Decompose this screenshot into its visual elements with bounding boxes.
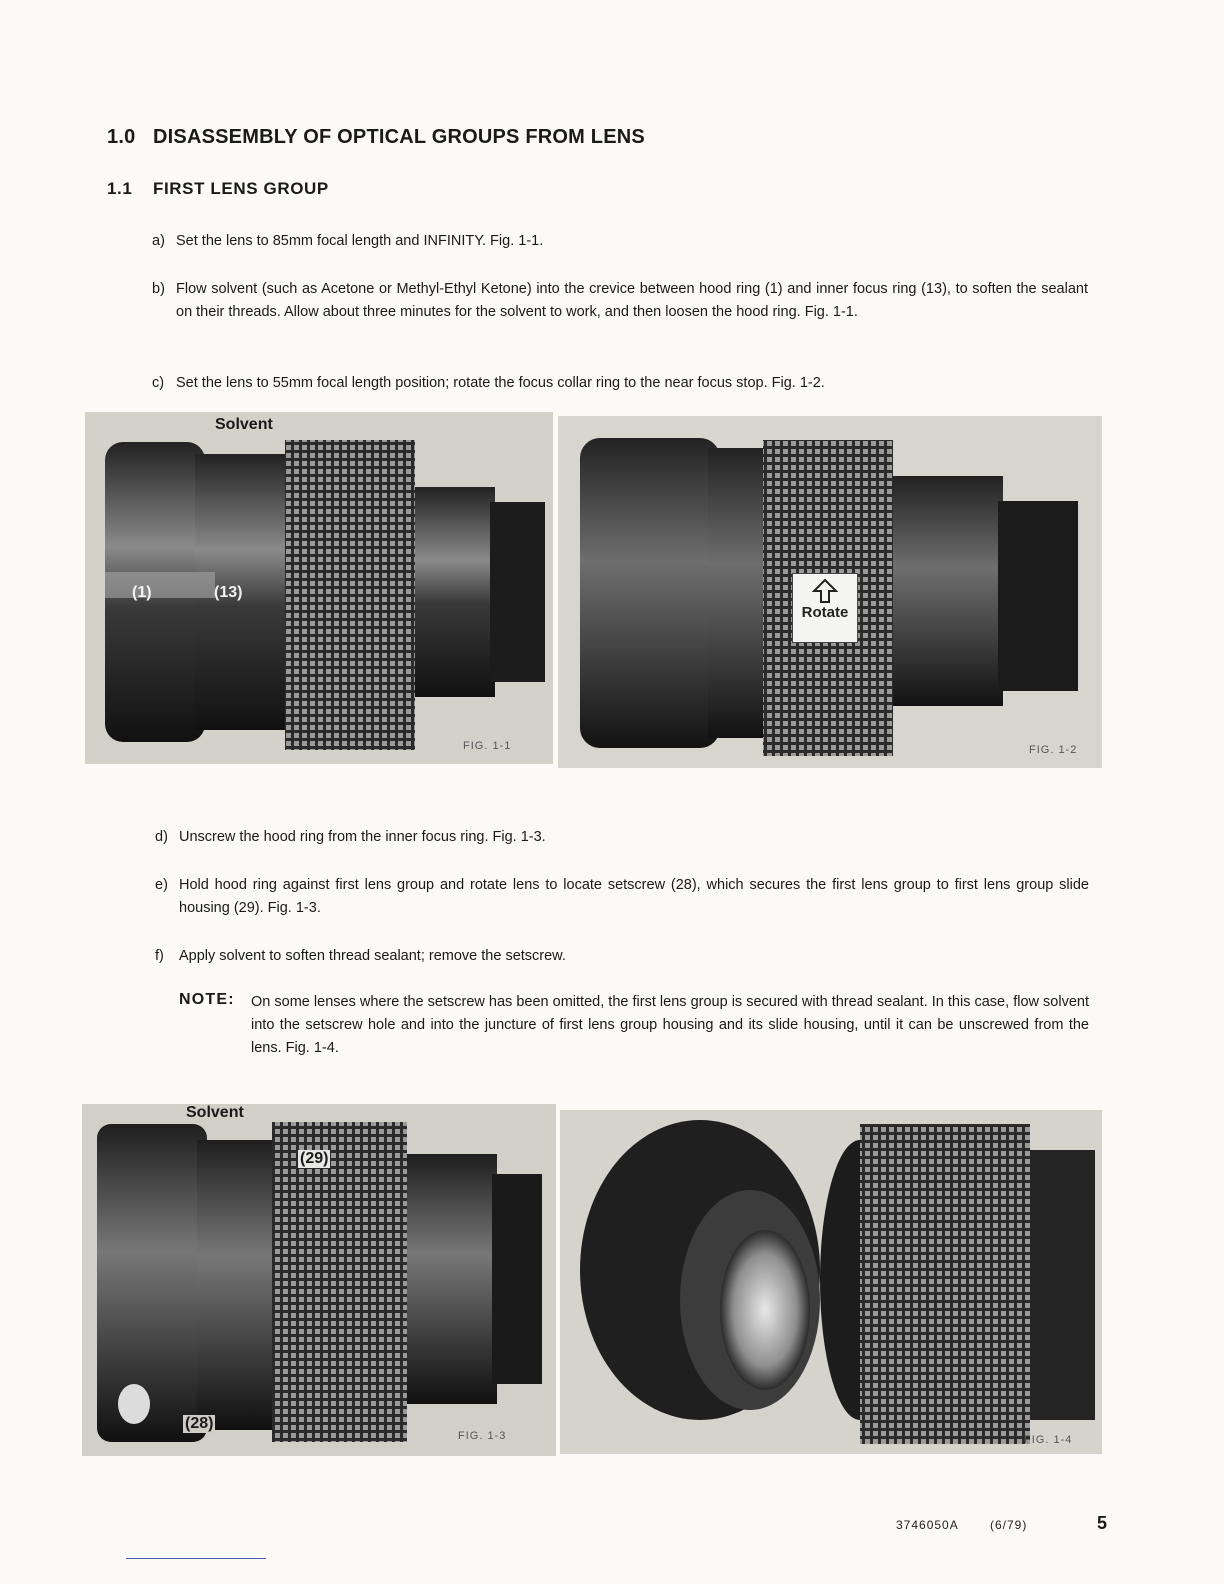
- section-title: DISASSEMBLY OF OPTICAL GROUPS FROM LENS: [153, 126, 645, 148]
- step-c: [152, 372, 1088, 395]
- step-e: [155, 874, 1089, 920]
- step-text: Apply solvent to soften thread sealant; remove the setscrew.: [179, 948, 566, 964]
- figure-1-1-caption: FIG. 1-1: [463, 740, 512, 752]
- figure-1-3-caption: FIG. 1-3: [458, 1430, 507, 1442]
- figure-1-4-photo: [560, 1110, 1102, 1454]
- lens-illustration-4: [560, 1110, 1102, 1454]
- subsection-title: FIRST LENS GROUP: [153, 179, 329, 198]
- step-a: [152, 230, 1088, 253]
- step-label: d): [155, 829, 168, 845]
- rotate-label: Rotate: [801, 604, 849, 621]
- step-text: Flow solvent (such as Acetone or Methyl-Ethyl Ketone) into the crevice between hood ring (1) and inner focus ring (13), to soften the sealant on their threads. Allow about three minutes for the solvent to work, and then loosen the hood ring. Fig. 1-1.: [176, 281, 1088, 320]
- callout-13: (13): [214, 584, 243, 601]
- callout-28: (28): [185, 1415, 214, 1432]
- arrow-up-outline-icon: [812, 578, 838, 604]
- figure-1-2-caption: FIG. 1-2: [1029, 744, 1078, 756]
- step-text: Set the lens to 85mm focal length and INFINITY. Fig. 1-1.: [176, 233, 544, 249]
- step-d: [155, 826, 1089, 849]
- footer-rule: [126, 1558, 266, 1559]
- solvent-label-1: Solvent: [215, 416, 273, 433]
- footer-doc-code: 3746050A: [896, 1518, 959, 1532]
- figure-1-1-photo: [85, 412, 553, 764]
- step-label: a): [152, 233, 165, 249]
- step-f: [155, 945, 1089, 968]
- lens-illustration-1: [85, 412, 553, 764]
- callout-29: (29): [300, 1150, 329, 1167]
- note-label: NOTE:: [179, 991, 235, 1008]
- section-number: 1.0: [107, 126, 136, 148]
- page-number: 5: [1097, 1513, 1108, 1533]
- step-text: Set the lens to 55mm focal length position; rotate the focus collar ring to the near focus stop. Fig. 1-2.: [176, 375, 825, 391]
- section-heading: [107, 126, 645, 149]
- note-text: On some lenses where the setscrew has been omitted, the first lens group is secured with thread sealant. In this case, flow solvent into the setscrew hole and into the juncture of first lens group housing and its slide housing, until it can be unscrewed from the lens. Fig. 1-4.: [251, 994, 1089, 1056]
- step-b: [152, 278, 1088, 324]
- subsection-number: 1.1: [107, 179, 133, 198]
- solvent-label-2: Solvent: [186, 1104, 244, 1121]
- subsection-heading: [107, 179, 329, 199]
- step-label: f): [155, 948, 164, 964]
- step-label: e): [155, 877, 168, 893]
- figure-1-4-caption: FIG. 1-4: [1024, 1434, 1073, 1446]
- rotate-indicator: [792, 573, 858, 643]
- step-text: Hold hood ring against first lens group and rotate lens to locate setscrew (28), which secures the first lens group to first lens group slide housing (29). Fig. 1-3.: [179, 877, 1089, 916]
- step-label: b): [152, 281, 165, 297]
- footer-date: (6/79): [990, 1518, 1028, 1532]
- step-text: Unscrew the hood ring from the inner focus ring. Fig. 1-3.: [179, 829, 546, 845]
- step-label: c): [152, 375, 165, 391]
- callout-1: (1): [132, 584, 152, 601]
